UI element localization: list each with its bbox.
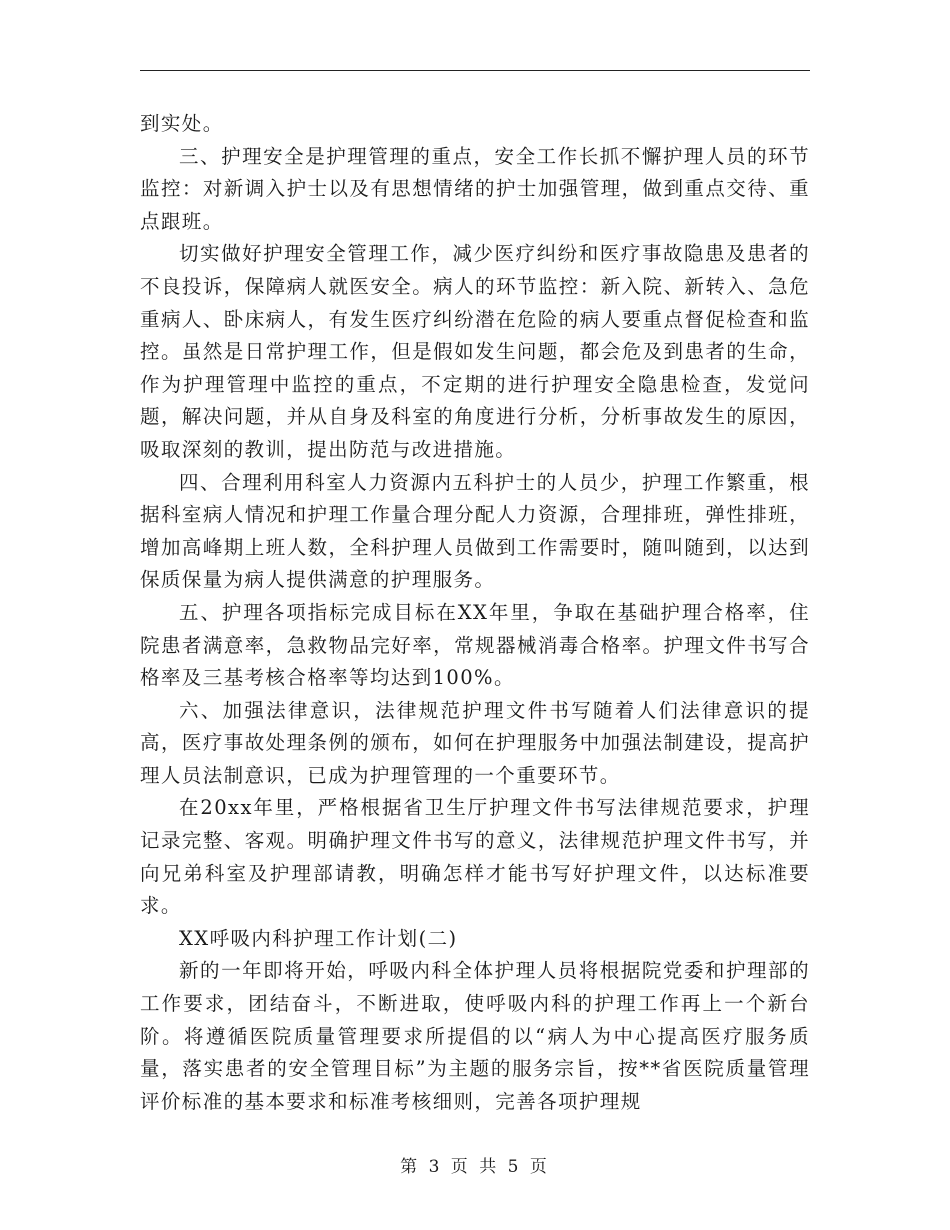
paragraph: 六、加强法律意识，法律规范护理文件书写随着人们法律意识的提高，医疗事故处理条例的颁布，如何在护理服务中加强法制建设，提高护理人员法制意识，已成为护理管理的一个重要环节。	[140, 698, 810, 787]
paragraph: 三、护理安全是护理管理的重点，安全工作长抓不懈护理人员的环节监控：对新调入护士以及有思想情绪的护士加强管理，做到重点交待、重点跟班。	[140, 144, 810, 233]
paragraph: 切实做好护理安全管理工作，减少医疗纠纷和医疗事故隐患及患者的不良投诉，保障病人就医安全。病人的环节监控：新入院、新转入、急危重病人、卧床病人，有发生医疗纠纷潜在危险的病人要重点督促检查和监控。虽然是日常护理工作，但是假如发生问题，都会危及到患者的生命，作为护理管理中监控的重点，不定期的进行护理安全隐患检查，发觉问题，解决问题，并从自身及科室的角度进行分析，分析事故发生的原因，吸取深刻的教训，提出防范与改进措施。	[140, 242, 810, 461]
page-number-footer: 第 3 页 共 5 页	[400, 1157, 550, 1177]
paragraph: 四、合理利用科室人力资源内五科护士的人员少，护理工作繁重，根据科室病人情况和护理工作量合理分配人力资源，合理排班，弹性排班，增加高峰期上班人数，全科护理人员做到工作需要时，随叫随到，以达到保质保量为病人提供满意的护理服务。	[140, 470, 810, 592]
document-body	[140, 108, 810, 1118]
paragraph: 到实处。	[140, 112, 224, 135]
header-rule	[140, 70, 810, 71]
paragraph: 在20xx年里，严格根据省卫生厅护理文件书写法律规范要求，护理记录完整、客观。明确护理文件书写的意义，法律规范护理文件书写，并向兄弟科室及护理部请教，明确怎样才能书写好护理文件，以达标准要求。	[140, 796, 810, 918]
paragraph: 五、护理各项指标完成目标在XX年里，争取在基础护理合格率，住院患者满意率，急救物品完好率，常规器械消毒合格率。护理文件书写合格率及三基考核合格率等均达到100%。	[140, 600, 810, 690]
section-heading: XX呼吸内科护理工作计划(二)	[179, 926, 458, 950]
paragraph: 新的一年即将开始，呼吸内科全体护理人员将根据院党委和护理部的工作要求，团结奋斗，不断进取，使呼吸内科的护理工作再上一个新台阶。将遵循医院质量管理要求所提倡的以“病人为中心提高医疗服务质量，落实患者的安全管理目标”为主题的服务宗旨，按**省医院质量管理评价标准的基本要求和标准考核细则，完善各项护理规	[140, 959, 810, 1113]
